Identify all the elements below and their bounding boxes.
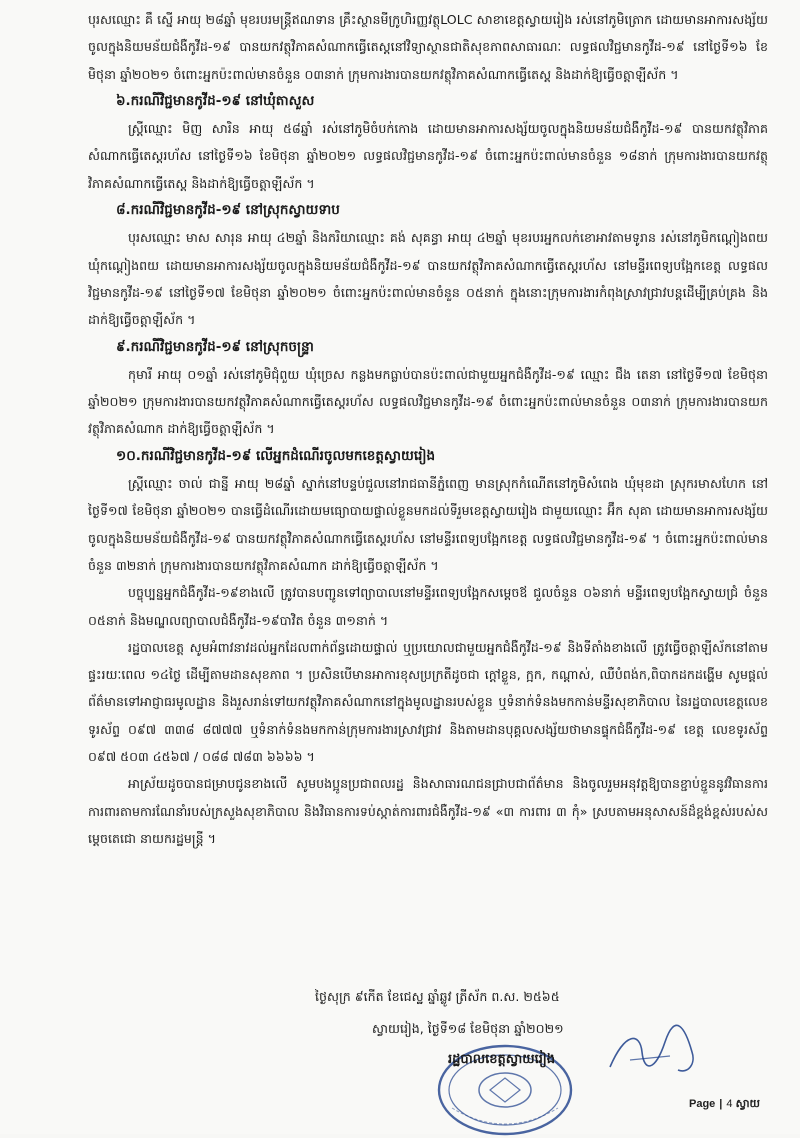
lunar-date: ថ្ងៃសុក្រ ៩កើត ខែជេស្ឋ ឆ្នាំឆ្លូវ ត្រីស័ក ព.ស. ២៥៦៥ xyxy=(315,989,560,1004)
section-heading: ៩.ករណីវិជ្ជមានកូវីដ-១៩ នៅស្រុកចន្ទ្រា xyxy=(116,338,314,355)
body-paragraph: រដ្ឋបាលខេត្ត សូមអំពាវនាវដល់អ្នកដែលពាក់ព័ន្ធដោយផ្ទាល់ ឬប្រយោលជាមួយអ្នកជំងឺកូវីដ-១៩ និងទីតាំងខាងលើ ត្រូវធ្វើចត្តាឡីស័កនៅតាមផ្ទះរយៈពេល ១៤ថ្ងៃ ដើម្បីតាមដានសុខភាព ។ ប្រសិនបើមានអាការខុសប្រក្រតីដូចជា ក្តៅខ្លួន, ក្អក, កណ្តាស់, ឈឺបំពង់ក,ពិបាកដកដង្ហើម សូមផ្តល់ព័ត៌មានទៅអាជ្ញាធរមូលដ្ឋាន និងរួសរាន់ទៅយកវត្ថុវិភាគសំណាកនៅក្នុងមូលដ្ឋានរបស់ខ្លួន ឬទំនាក់ទំនងមកកាន់មន្ទីរសុខាភិបាល នៃរដ្ឋបាលខេត្តលេខទូរស័ព្ទ ០៩៧ ៣៣៨ ៨៧៧៧ ឬទំនាក់ទំនងមកកាន់ក្រុមការងារស្រាវជ្រាវ និងតាមដានបុគ្គលសង្ស័យថាមានផ្ទុកជំងឺកូវីដ-១៩ ខេត្ត លេខទូរស័ព្ទ ០៩៧ ៥០៣ ៤៥៦៧ / ០៨៨ ៧៨៣ ៦៦៦៦ ។ xyxy=(88,639,768,765)
body-paragraph: ស្ត្រីឈ្មោះ ចាល់ ជាន្នី អាយុ ២៨ឆ្នាំ ស្នាក់នៅបន្ទប់ជួលនៅរាជធានីភ្នំពេញ មានស្រុកកំណើតនៅភូមិសំពេង ឃុំមុខដា ស្រុករមាសហែក នៅថ្ងៃទី១៧ ខែមិថុនា ឆ្នាំ២០២១ បានធ្វើដំណើរដោយមធ្យោបាយផ្ទាល់ខ្លួនមកដល់ទីរួមខេត្តស្វាយរៀង ជាមួយឈ្មោះ អ៊ឹក សុគា ដោយមានអាការសង្ស័យចូលក្នុងនិយមន័យជំងឺកូវីដ-១៩ បានយកវត្ថុវិភាគសំណាកធ្វើតេស្តរហ័ស នៅមន្ទីរពេទ្យបង្អែកខេត្ត លទ្ធផលវិជ្ជមានកូវីដ-១៩ ។ ចំពោះអ្នកប៉ះពាល់មានចំនួន ៣២នាក់ ក្រុមការងារបានយកវត្ថុវិភាគសំណាក ដាក់ឱ្យធ្វើចត្តាឡីស័ក ។ xyxy=(88,476,768,573)
body-paragraph: កុមារី អាយុ ០១ឆ្នាំ រស់នៅភូមិជុំពួយ ឃុំច្រេស កន្លងមកធ្លាប់បានប៉ះពាល់ជាមួយអ្នកជំងឺកូវីដ-១៩ ឈ្មោះ ជឹង តេនា នៅថ្ងៃទី១៧ ខែមិថុនា ឆ្នាំ២០២១ ក្រុមការងារបានយកវត្ថុវិភាគសំណាកធ្វើតេស្តរហ័ស លទ្ធផលវិជ្ជមានកូវីដ-១៩ ចំពោះអ្នកប៉ះពាល់មានចំនួន ០៣នាក់ ក្រុមការងារបានយកវត្ថុវិភាគសំណាក ដាក់ឱ្យធ្វើចត្តាឡីស័ក ។ xyxy=(88,366,768,437)
body-paragraph: បុរសឈ្មោះ មាស សារុន អាយុ ៤២ឆ្នាំ និងភរិយាឈ្មោះ គង់ សុគន្ធា អាយុ ៤២ឆ្នាំ មុខរបរអ្នកលក់ខោអាវតាមទូរាន រស់នៅភូមិកណ្តៀងពយ ឃុំកណ្តៀងពយ ដោយមានអាការសង្ស័យចូលក្នុងនិយមន័យជំងឺកូវីដ-១៩ បានយកវត្ថុវិភាគសំណាកធ្វើតេស្តរហ័ស នៅមន្ទីរពេទ្យបង្អែកខេត្ត លទ្ធផលវិជ្ជមានកូវីដ-១៩ នៅថ្ងៃទី១៧ ខែមិថុនា ឆ្នាំ២០២១ ចំពោះអ្នកប៉ះពាល់មានចំនួន ០៥នាក់ ក្នុងនោះក្រុមការងារកំពុងស្រាវជ្រាវបន្តដើម្បីគ្រប់គ្រង និងដាក់ឱ្យធ្វើចត្តាឡីស័ក ។ xyxy=(88,230,768,328)
signature-image xyxy=(600,1022,710,1082)
solar-date: ស្វាយរៀង, ថ្ងៃទី១៨ ខែមិថុនា ឆ្នាំ២០២១ xyxy=(372,1021,564,1036)
document-body xyxy=(88,6,768,852)
section-heading: ១០.ករណីវិជ្ជមានកូវីដ-១៩ លើអ្នកដំណើរចូលមកខេត្តស្វាយរៀង xyxy=(116,447,436,464)
page-separator: | xyxy=(719,1098,723,1110)
page-number: 4 xyxy=(726,1098,733,1110)
page-label: Page xyxy=(689,1098,716,1110)
official-seal-image xyxy=(430,1028,580,1138)
body-paragraph: បច្ចុប្បន្នអ្នកជំងឺកូវីដ-១៩ខាងលើ ត្រូវបានបញ្ជូនទៅព្យាបាលនៅមន្ទីរពេទ្យបង្អែកសម្តេចឪ ជួលចំនួន ០៦នាក់ មន្ទីរពេទ្យបង្អែកស្វាយជ្រំ ចំនួន ០៥នាក់ និងមណ្ឌលព្យាបាលជំងឺកូវីដ-១៩បាវិត ចំនួន ៣១នាក់ ។ xyxy=(88,585,768,628)
page-suffix: ស្វាយ xyxy=(735,1098,761,1110)
office-title: រដ្ឋបាលខេត្តស្វាយរៀង xyxy=(448,1052,556,1067)
section-heading: ៨.ករណីវិជ្ជមានកូវីដ-១៩ នៅស្រុកស្វាយទាប xyxy=(116,202,340,219)
page-footer xyxy=(689,1097,760,1113)
body-paragraph: បុរសឈ្មោះ គឹ ស្នើ អាយុ ២៨ឆ្នាំ មុខរបរមន្ត្រីឥណទាន គ្រឹះស្ថានមីក្រូហិរញ្ញវត្ថុLOLC សាខាខេត្តស្វាយរៀង រស់នៅភូមិត្រោក ដោយមានអាការសង្ស័យចូលក្នុងនិយមន័យជំងឺកូវីដ-១៩ បានយកវត្ថុវិភាគសំណាកធ្វើតេស្តនៅវិទ្យាស្ថានជាតិសុខភាពសាធារណៈ លទ្ធផលវិជ្ជមានកូវីដ-១៩ នៅថ្ងៃទី១៦ ខែមិថុនា ឆ្នាំ២០២១ ចំពោះអ្នកប៉ះពាល់មានចំនួន ០៣នាក់ ក្រុមការងារបានយកវត្ថុវិភាគសំណាកធ្វើតេស្ត និងដាក់ឱ្យធ្វើចត្តាឡីស័ក ។ xyxy=(88,12,768,82)
body-paragraph: ស្ត្រីឈ្មោះ មិញ សារិន អាយុ ៥៨ឆ្នាំ រស់នៅភូមិចំបក់កោង ដោយមានអាការសង្ស័យចូលក្នុងនិយមន័យជំងឺកូវីដ-១៩ បានយកវត្ថុវិភាគសំណាកធ្វើតេស្តរហ័ស នៅថ្ងៃទី១៦ ខែមិថុនា ឆ្នាំ២០២១ លទ្ធផលវិជ្ជមានកូវីដ-១៩ ចំពោះអ្នកប៉ះពាល់មានចំនួន ១៨នាក់ ក្រុមការងារបានយកវត្ថុវិភាគសំណាកធ្វើតេស្ត និងដាក់ឱ្យធ្វើចត្តាឡីស័ក ។ xyxy=(88,121,768,191)
body-paragraph: អាស្រ័យដូចបានជម្រាបជូនខាងលើ សូមបងប្អូនប្រជាពលរដ្ឋ និងសាធារណជនជ្រាបជាព័ត៌មាន និងចូលរួមអនុវត្តឱ្យបានខ្ជាប់ខ្ជួននូវវិធានការការពារតាមការណែនាំរបស់ក្រសួងសុខាភិបាល និងវិធានការទប់ស្កាត់ការពារជំងឺកូវីដ-១៩ «៣ ការពារ ៣ កុំ» ស្របតាមអនុសាសន៍ដ៏ខ្ពង់ខ្ពស់របស់សម្តេចតេជោ នាយករដ្ឋមន្ត្រី ។ xyxy=(88,776,768,846)
section-heading: ៦.ករណីវិជ្ជមានកូវីដ-១៩ នៅឃុំតាសួស xyxy=(116,92,315,109)
